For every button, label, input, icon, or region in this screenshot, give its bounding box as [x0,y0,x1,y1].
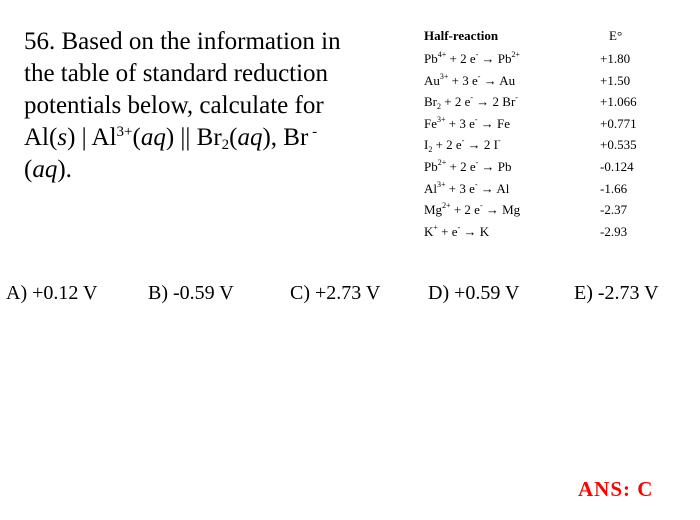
potential-value: -2.37 [600,202,628,218]
half-reaction: $Pb^{2+} + 2$ e- → Pb [424,157,512,174]
half-reaction: $Fe^{3+} + 3$ e- → Fe [424,114,511,131]
table-row [424,199,664,221]
table-row [424,156,664,178]
half-reaction: $Al^{3+} + 3$ e- → Al [424,179,510,196]
choice-a: A) +0.12 V [6,282,98,304]
table-row [424,91,664,113]
potential-value: +0.771 [600,115,637,131]
potential-value: -1.66 [600,180,628,196]
question-line: 56. Based on the information in [24,28,341,55]
choice-d: D) +0.59 V [428,282,520,304]
table-row [424,48,664,70]
potential-value: +1.80 [600,51,631,66]
half-reaction: K+ + e- → K [424,222,490,239]
potential-value: +0.535 [600,137,637,153]
potential-value: -0.124 [600,158,634,174]
half-reaction: $Br_2 + 2$ e- → 2 Br- [424,93,518,112]
half-reaction: $Pb^{4+} + 2$ $e^- \to Pb^{2+}$ [424,50,521,66]
answer-key: ANS: C [578,477,654,501]
table-row [424,221,664,243]
header-potential: E° [609,28,623,43]
question-line: the table of standard reduction [24,60,329,87]
potential-value: -2.93 [600,223,628,239]
reduction-potential-table [424,28,664,242]
choice-b: B) -0.59 V [148,282,234,304]
table-header [424,28,664,48]
cell-notation: Al(s) | $Al^{3+}(aq)$ || $Br_2(aq)$, Br - [24,124,318,153]
header-half-reaction: Half-reaction [424,28,499,43]
choice-e: E) -2.73 V [574,282,659,304]
question-line: potentials below, calculate for [24,92,324,119]
choice-c: C) +2.73 V [290,282,381,304]
half-reaction: $Au^{3+} + 3$ e- → Au [424,71,516,88]
half-reaction: $I_2 + 2$ e- → 2 I- [424,136,501,155]
question-text [24,26,394,186]
potential-value: +1.066 [600,94,637,110]
table-row [424,178,664,200]
table-row [424,134,664,156]
potential-value: +1.50 [600,72,631,88]
table-row [424,113,664,135]
cell-notation-end: (aq). [24,156,72,183]
table-row [424,70,664,92]
half-reaction: $Mg^{2+} + 2$ e- → Mg [424,201,521,218]
